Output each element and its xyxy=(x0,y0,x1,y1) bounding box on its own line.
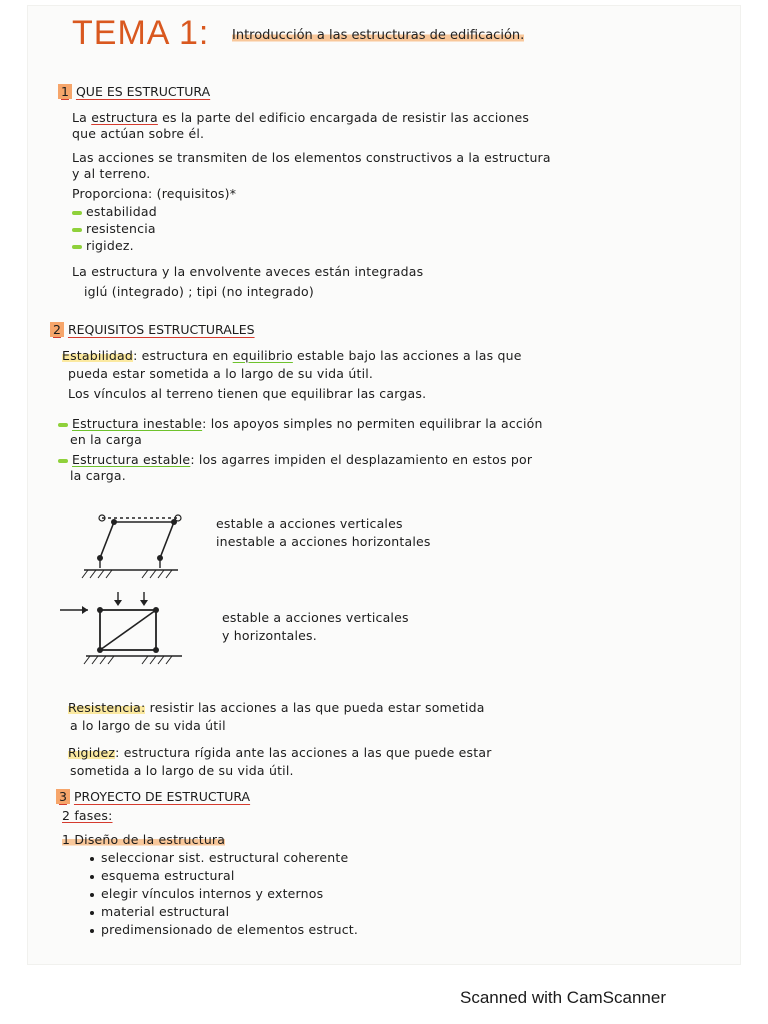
scanner-watermark: Scanned with CamScanner xyxy=(460,988,667,1007)
s1-paragraph-1: La estructura es la parte del edificio encargada de resistir las acciones xyxy=(72,110,530,125)
s1-requirements-label: Proporciona: (requisitos)* xyxy=(72,186,237,201)
s2-stable-line-1: Estructura estable: los agarres impiden el desplazamiento en estos por xyxy=(58,452,532,467)
s2-stability-line-2: pueda estar sometida a lo largo de su vida útil. xyxy=(68,366,374,381)
s1-requirement-item: rigidez. xyxy=(72,238,134,253)
s2-resistance-line-1: Resistencia: resistir las acciones a las que pueda estar sometida xyxy=(68,700,485,715)
section-1-heading: 1 QUE ES ESTRUCTURA xyxy=(58,84,210,99)
s2-stable-line-2: la carga. xyxy=(70,468,126,483)
s1-requirement-item: estabilidad xyxy=(72,204,157,219)
figure-1-caption-2: inestable a acciones horizontales xyxy=(216,534,431,549)
s2-unstable-line-2: en la carga xyxy=(70,432,142,447)
s2-stability-line-1: Estabilidad: estructura en equilibrio estable bajo las acciones a las que xyxy=(62,348,522,363)
section-2-heading: 2 REQUISITOS ESTRUCTURALES xyxy=(50,322,255,337)
figure-1-caption-1: estable a acciones verticales xyxy=(216,516,403,531)
s1-requirement-item: resistencia xyxy=(72,221,156,236)
page-title: TEMA 1: xyxy=(72,14,210,52)
s1-paragraph-1-line-2: que actúan sobre él. xyxy=(72,126,205,141)
s3-phases-label: 2 fases: xyxy=(62,808,113,823)
figure-2-caption-1: estable a acciones verticales xyxy=(222,610,409,625)
s2-unstable-line-1: Estructura inestable: los apoyos simples no permiten equilibrar la acción xyxy=(58,416,543,431)
s2-rigidity-line-2: sometida a lo largo de su vida útil. xyxy=(70,763,294,778)
s2-rigidity-line-1: Rigidez: estructura rígida ante las acciones a las que puede estar xyxy=(68,745,492,760)
s3-list-item: esquema estructural xyxy=(90,868,235,883)
section-3-heading: 3 PROYECTO DE ESTRUCTURA xyxy=(56,789,250,804)
s3-list-item: material estructural xyxy=(90,904,229,919)
s3-list-item: seleccionar sist. estructural coherente xyxy=(90,850,348,865)
page-subtitle: Introducción a las estructuras de edificación. xyxy=(232,28,525,43)
s3-list-item: predimensionado de elementos estruct. xyxy=(90,922,358,937)
braced-frame-sketch xyxy=(60,590,190,670)
s3-subsection-title: 1 Diseño de la estructura xyxy=(62,832,226,847)
s2-stability-line-3: Los vínculos al terreno tienen que equilibrar las cargas. xyxy=(68,386,427,401)
s1-paragraph-2-line-2: y al terreno. xyxy=(72,166,151,181)
s2-resistance-line-2: a lo largo de su vida útil xyxy=(70,718,226,733)
unstable-frame-sketch xyxy=(78,506,188,586)
s1-paragraph-3-line-2: iglú (integrado) ; tipi (no integrado) xyxy=(84,284,314,299)
figure-2-caption-2: y horizontales. xyxy=(222,628,317,643)
s1-paragraph-2: Las acciones se transmiten de los elementos constructivos a la estructura xyxy=(72,150,551,165)
s1-paragraph-3: La estructura y la envolvente aveces están integradas xyxy=(72,264,424,279)
s3-list-item: elegir vínculos internos y externos xyxy=(90,886,323,901)
